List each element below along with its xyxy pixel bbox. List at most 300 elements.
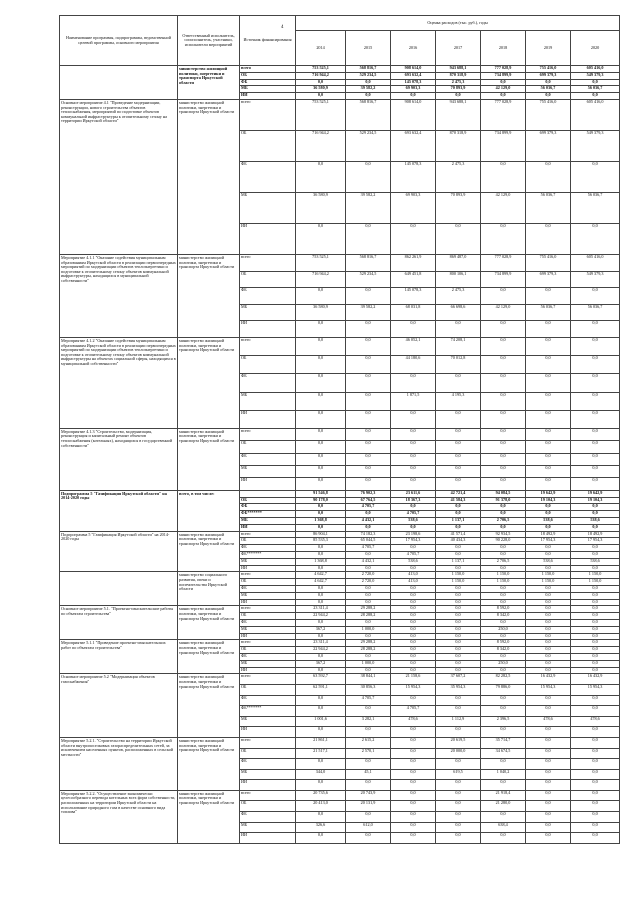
budget-table bbox=[59, 15, 620, 844]
row-funding-source: ФБ bbox=[240, 288, 296, 305]
cell-amount-2015: 2 570,1 bbox=[346, 748, 391, 759]
cell-amount-2017: 0,0 bbox=[436, 599, 481, 606]
cell-amount-2014: 753 525,1 bbox=[296, 254, 346, 271]
cell-amount-2020: 0,0 bbox=[571, 511, 620, 518]
cell-amount-2017: 2 475,3 bbox=[436, 288, 481, 305]
cell-amount-2016: 0,0 bbox=[391, 453, 436, 465]
header-year-2014: 2014 bbox=[296, 31, 346, 66]
cell-amount-2014: 1 001,6 bbox=[296, 716, 346, 727]
cell-amount-2017: 1 150,0 bbox=[436, 579, 481, 586]
cell-amount-2019: 0,0 bbox=[526, 759, 571, 770]
row-funding-source: ОБ bbox=[240, 801, 296, 812]
cell-amount-2020: 0,0 bbox=[571, 321, 620, 338]
row-funding-source: ФБ bbox=[240, 812, 296, 823]
row-funding-source: ОБ bbox=[240, 72, 296, 79]
row-funding-source: всего bbox=[240, 428, 296, 440]
cell-amount-2020: 0,0 bbox=[571, 524, 620, 531]
cell-amount-2016: 693 632,4 bbox=[391, 72, 436, 79]
cell-amount-2015: 0,0 bbox=[346, 633, 391, 640]
cell-amount-2014: 0,0 bbox=[296, 653, 346, 660]
row-funding-source: МБ bbox=[240, 304, 296, 321]
table-row bbox=[60, 737, 620, 748]
table-row bbox=[60, 790, 620, 801]
cell-amount-2014: 367,2 bbox=[296, 660, 346, 667]
cell-amount-2017: 0,0 bbox=[436, 441, 481, 453]
cell-amount-2016: 538,6 bbox=[391, 518, 436, 525]
cell-amount-2016: 0,0 bbox=[391, 640, 436, 647]
cell-amount-2015: 28 288,2 bbox=[346, 647, 391, 654]
cell-amount-2015: 0,0 bbox=[346, 565, 391, 572]
cell-amount-2014: 344,0 bbox=[296, 769, 346, 780]
cell-amount-2017: 619,5 bbox=[436, 769, 481, 780]
cell-amount-2019: 538,6 bbox=[526, 518, 571, 525]
cell-amount-2014: 0,0 bbox=[296, 374, 346, 392]
cell-amount-2018: 734 899,9 bbox=[481, 72, 526, 79]
cell-amount-2020: 0,0 bbox=[571, 453, 620, 465]
cell-amount-2015: 4 432,1 bbox=[346, 518, 391, 525]
cell-amount-2014: 0,0 bbox=[296, 93, 346, 100]
cell-amount-2020: 0,0 bbox=[571, 667, 620, 674]
cell-amount-2019: 0,0 bbox=[526, 374, 571, 392]
cell-amount-2016: 0,0 bbox=[391, 727, 436, 738]
row-funding-source: ФБ bbox=[240, 619, 296, 626]
cell-amount-2018: 0,0 bbox=[481, 653, 526, 660]
cell-amount-2016: 23 611,6 bbox=[391, 490, 436, 497]
cell-amount-2015: 0,0 bbox=[346, 321, 391, 338]
row-program-name: Подпрограмма 5 "Газификация Иркутской области" на 2014-2020 годы bbox=[60, 531, 178, 572]
cell-amount-2019: 17 954,3 bbox=[526, 538, 571, 545]
cell-amount-2018: 0,0 bbox=[481, 321, 526, 338]
cell-amount-2019: 0,0 bbox=[526, 356, 571, 374]
cell-amount-2020: 0,0 bbox=[571, 706, 620, 717]
table-row bbox=[60, 428, 620, 440]
cell-amount-2019: 0,0 bbox=[526, 441, 571, 453]
cell-amount-2017: 0,0 bbox=[436, 478, 481, 490]
row-funding-source: МБ bbox=[240, 626, 296, 633]
row-funding-source: ФБ******* bbox=[240, 552, 296, 559]
cell-amount-2015: 568 816,7 bbox=[346, 66, 391, 73]
cell-amount-2019: 699 379,3 bbox=[526, 72, 571, 79]
cell-amount-2017: 0,0 bbox=[436, 93, 481, 100]
cell-amount-2016: 0,0 bbox=[391, 504, 436, 511]
row-funding-source: МБ bbox=[240, 518, 296, 525]
cell-amount-2020: 0,0 bbox=[571, 599, 620, 606]
row-executor: министерство жилищной политики, энергетики и транспорта Иркутской области bbox=[178, 640, 240, 674]
cell-amount-2016: 4 705,7 bbox=[391, 511, 436, 518]
cell-amount-2016: 0,0 bbox=[391, 586, 436, 593]
cell-amount-2019: 0,0 bbox=[526, 524, 571, 531]
cell-amount-2020: 0,0 bbox=[571, 374, 620, 392]
row-program-name: Мероприятие 5.2.1. "Строительство на территории Иркутской области внутрипоселковых газораспределительных сетей, за исключением населенных пунктов, расположенных в сельской местности" bbox=[60, 737, 178, 790]
cell-amount-2015: 3 282,1 bbox=[346, 716, 391, 727]
cell-amount-2019: 0,0 bbox=[526, 801, 571, 812]
cell-amount-2018: 1 040,2 bbox=[481, 769, 526, 780]
cell-amount-2019: 56 036,7 bbox=[526, 86, 571, 93]
cell-amount-2017: 40 434,3 bbox=[436, 538, 481, 545]
cell-amount-2014: 0,0 bbox=[296, 161, 346, 192]
cell-amount-2019: 0,0 bbox=[526, 822, 571, 833]
cell-amount-2020: 17 954,3 bbox=[571, 538, 620, 545]
cell-amount-2019: 0,0 bbox=[526, 428, 571, 440]
cell-amount-2018: 0,0 bbox=[481, 565, 526, 572]
row-funding-source: МБ bbox=[240, 392, 296, 410]
cell-amount-2018: 0,0 bbox=[481, 478, 526, 490]
cell-amount-2015: 0,0 bbox=[346, 833, 391, 844]
cell-amount-2014: 0,0 bbox=[296, 321, 346, 338]
cell-amount-2018: 0,0 bbox=[481, 706, 526, 717]
cell-amount-2020: 0,0 bbox=[571, 822, 620, 833]
cell-amount-2016: 145 078,3 bbox=[391, 161, 436, 192]
cell-amount-2017: 74 208,1 bbox=[436, 337, 481, 355]
cell-amount-2017: 0,0 bbox=[436, 321, 481, 338]
table-row bbox=[60, 66, 620, 73]
table-row bbox=[60, 606, 620, 613]
cell-amount-2016: 862 261,9 bbox=[391, 254, 436, 271]
row-program-name: Мероприятие 5.1.1 "Проведение проектно-изыскательских работ по объектам строительства" bbox=[60, 640, 178, 674]
cell-amount-2016: 0,0 bbox=[391, 790, 436, 801]
cell-amount-2014: 36 580,9 bbox=[296, 192, 346, 223]
cell-amount-2018: 0,0 bbox=[481, 504, 526, 511]
row-funding-source: всего bbox=[240, 531, 296, 538]
row-funding-source: всего bbox=[240, 674, 296, 685]
cell-amount-2016: 0,0 bbox=[391, 812, 436, 823]
cell-amount-2014: 22 944,2 bbox=[296, 613, 346, 620]
cell-amount-2019: 0,0 bbox=[526, 321, 571, 338]
cell-amount-2016: 145 078,3 bbox=[391, 79, 436, 86]
cell-amount-2017: 0,0 bbox=[436, 613, 481, 620]
cell-amount-2019: 56 036,7 bbox=[526, 192, 571, 223]
cell-amount-2015: 0,0 bbox=[346, 478, 391, 490]
cell-amount-2018: 92 934,5 bbox=[481, 531, 526, 538]
header-name-cell: Наименование программы, подпрограммы, ведомственной целевой программы, основного мероприятия bbox=[60, 16, 178, 66]
cell-amount-2015: 529 234,5 bbox=[346, 72, 391, 79]
header-year-2016: 2016 bbox=[391, 31, 436, 66]
cell-amount-2016: 0,0 bbox=[391, 441, 436, 453]
cell-amount-2019: 0,0 bbox=[526, 790, 571, 801]
cell-amount-2020: 605 416,0 bbox=[571, 254, 620, 271]
cell-amount-2019: 0,0 bbox=[526, 640, 571, 647]
cell-amount-2016: 15 954,3 bbox=[391, 684, 436, 695]
cell-amount-2015: 29 288,2 bbox=[346, 606, 391, 613]
row-funding-source: всего bbox=[240, 737, 296, 748]
cell-amount-2019: 0,0 bbox=[526, 161, 571, 192]
row-funding-source: ФБ bbox=[240, 374, 296, 392]
row-funding-source: всего bbox=[240, 606, 296, 613]
cell-amount-2018: 21 280,0 bbox=[481, 801, 526, 812]
cell-amount-2017: 0,0 bbox=[436, 453, 481, 465]
cell-amount-2018: 34 674,5 bbox=[481, 748, 526, 759]
cell-amount-2019: 1 150,0 bbox=[526, 572, 571, 579]
row-executor: министерство жилищной политики, энергетики и транспорта Иркутской области bbox=[178, 674, 240, 738]
cell-amount-2014: 0,0 bbox=[296, 478, 346, 490]
cell-amount-2018: 8 592,0 bbox=[481, 606, 526, 613]
cell-amount-2015: 20 131,9 bbox=[346, 801, 391, 812]
cell-amount-2019: 0,0 bbox=[526, 626, 571, 633]
cell-amount-2017: 2 475,3 bbox=[436, 161, 481, 192]
cell-amount-2015: 0,0 bbox=[346, 223, 391, 254]
cell-amount-2016: 0,0 bbox=[391, 524, 436, 531]
cell-amount-2016: 21 158,6 bbox=[391, 674, 436, 685]
cell-amount-2017: 37 607,2 bbox=[436, 674, 481, 685]
cell-amount-2019: 0,0 bbox=[526, 223, 571, 254]
row-executor: министерство жилищной политики, энергетики и транспорта Иркутской области bbox=[178, 531, 240, 572]
cell-amount-2016: 0,0 bbox=[391, 428, 436, 440]
row-funding-source: ФБ bbox=[240, 586, 296, 593]
cell-amount-2019: 0,0 bbox=[526, 737, 571, 748]
cell-amount-2015: 39 582,2 bbox=[346, 192, 391, 223]
cell-amount-2020: 549 379,3 bbox=[571, 271, 620, 288]
cell-amount-2014: 21 861,1 bbox=[296, 737, 346, 748]
cell-amount-2020: 0,0 bbox=[571, 356, 620, 374]
cell-amount-2016: 0,0 bbox=[391, 565, 436, 572]
cell-amount-2020: 0,0 bbox=[571, 613, 620, 620]
cell-amount-2020: 0,0 bbox=[571, 727, 620, 738]
cell-amount-2018: 0,0 bbox=[481, 410, 526, 428]
cell-amount-2016: 0,0 bbox=[391, 613, 436, 620]
cell-amount-2020: 0,0 bbox=[571, 565, 620, 572]
row-funding-source: всего bbox=[240, 337, 296, 355]
cell-amount-2020: 0,0 bbox=[571, 410, 620, 428]
cell-amount-2015: 4 432,1 bbox=[346, 558, 391, 565]
row-funding-source: всего bbox=[240, 66, 296, 73]
row-funding-source: МБ bbox=[240, 769, 296, 780]
cell-amount-2018: 0,0 bbox=[481, 552, 526, 559]
cell-amount-2018: 0,0 bbox=[481, 466, 526, 478]
cell-amount-2020: 1 150,0 bbox=[571, 579, 620, 586]
cell-amount-2017: 943 688,1 bbox=[436, 66, 481, 73]
cell-amount-2014: 90 178,0 bbox=[296, 497, 346, 504]
cell-amount-2016: 0,0 bbox=[391, 780, 436, 791]
row-funding-source: ОБ bbox=[240, 271, 296, 288]
cell-amount-2020: 0,0 bbox=[571, 737, 620, 748]
cell-amount-2019: 0,0 bbox=[526, 833, 571, 844]
header-year-2018: 2018 bbox=[481, 31, 526, 66]
cell-amount-2020: 0,0 bbox=[571, 769, 620, 780]
cell-amount-2020: 15 954,3 bbox=[571, 684, 620, 695]
cell-amount-2014: 0,0 bbox=[296, 356, 346, 374]
cell-amount-2019: 15 954,3 bbox=[526, 684, 571, 695]
header-source-cell: Источник финансирования bbox=[240, 16, 296, 66]
row-funding-source: ИИ bbox=[240, 633, 296, 640]
cell-amount-2016: 0,0 bbox=[391, 599, 436, 606]
cell-amount-2014: 0,0 bbox=[296, 780, 346, 791]
cell-amount-2016: 23 198,6 bbox=[391, 531, 436, 538]
cell-amount-2014: 0,0 bbox=[296, 428, 346, 440]
row-funding-source: ОБ bbox=[240, 538, 296, 545]
cell-amount-2017: 70 012,8 bbox=[436, 356, 481, 374]
cell-amount-2015: 30 856,3 bbox=[346, 684, 391, 695]
cell-amount-2018: 21 918,4 bbox=[481, 790, 526, 801]
cell-amount-2014: 0,0 bbox=[296, 337, 346, 355]
cell-amount-2018: 0,0 bbox=[481, 356, 526, 374]
cell-amount-2019: 0,0 bbox=[526, 599, 571, 606]
cell-amount-2020: 0,0 bbox=[571, 695, 620, 706]
cell-amount-2017: 0,0 bbox=[436, 410, 481, 428]
cell-amount-2015: 0,0 bbox=[346, 374, 391, 392]
cell-amount-2015: 0,0 bbox=[346, 392, 391, 410]
cell-amount-2014: 0,0 bbox=[296, 466, 346, 478]
cell-amount-2018: 0,0 bbox=[481, 619, 526, 626]
cell-amount-2017: 0,0 bbox=[436, 833, 481, 844]
cell-amount-2017: 0,0 bbox=[436, 640, 481, 647]
cell-amount-2019: 0,0 bbox=[526, 647, 571, 654]
cell-amount-2016: 0,0 bbox=[391, 748, 436, 759]
cell-amount-2018: 94 084,5 bbox=[481, 490, 526, 497]
cell-amount-2016: 0,0 bbox=[391, 667, 436, 674]
cell-amount-2020: 0,0 bbox=[571, 759, 620, 770]
cell-amount-2017: 0,0 bbox=[436, 653, 481, 660]
cell-amount-2014: 0,0 bbox=[296, 545, 346, 552]
cell-amount-2016: 0,0 bbox=[391, 647, 436, 654]
cell-amount-2014: 0,0 bbox=[296, 392, 346, 410]
cell-amount-2018: 42 129,0 bbox=[481, 304, 526, 321]
cell-amount-2018: 777 028,9 bbox=[481, 66, 526, 73]
cell-amount-2018: 2 706,5 bbox=[481, 558, 526, 565]
cell-amount-2015: 0,0 bbox=[346, 592, 391, 599]
cell-amount-2015: 0,0 bbox=[346, 780, 391, 791]
cell-amount-2014: 36 580,9 bbox=[296, 304, 346, 321]
cell-amount-2014: 20 735,6 bbox=[296, 790, 346, 801]
row-funding-source: МБ bbox=[240, 660, 296, 667]
cell-amount-2019: 0,0 bbox=[526, 392, 571, 410]
cell-amount-2017: 0,0 bbox=[436, 706, 481, 717]
cell-amount-2014: 4 642,7 bbox=[296, 572, 346, 579]
cell-amount-2014: 0,0 bbox=[296, 565, 346, 572]
row-executor: министерство жилищной политики, энергетики и транспорта Иркутской области bbox=[178, 428, 240, 490]
cell-amount-2015: 0,0 bbox=[346, 410, 391, 428]
cell-amount-2016: 0,0 bbox=[391, 822, 436, 833]
cell-amount-2016: 0,0 bbox=[391, 606, 436, 613]
cell-amount-2017: 2 475,3 bbox=[436, 79, 481, 86]
cell-amount-2018: 2 706,5 bbox=[481, 518, 526, 525]
row-program-name: Мероприятие 5.2.2. "Осуществление экономически целесообразного перевода котельных всех форм собственности, расположенных на территории Иркутской области на использование природного газа в качестве основного вида топлива" bbox=[60, 790, 178, 843]
cell-amount-2019: 538,6 bbox=[526, 558, 571, 565]
row-funding-source bbox=[240, 490, 296, 497]
cell-amount-2020: 0,0 bbox=[571, 441, 620, 453]
cell-amount-2018: 250,0 bbox=[481, 626, 526, 633]
cell-amount-2019: 0,0 bbox=[526, 592, 571, 599]
cell-amount-2019: 16 432,9 bbox=[526, 674, 571, 685]
cell-amount-2017: 66 698,6 bbox=[436, 304, 481, 321]
row-funding-source: ФБ bbox=[240, 79, 296, 86]
cell-amount-2016: 0,0 bbox=[391, 592, 436, 599]
row-funding-source: всего bbox=[240, 790, 296, 801]
cell-amount-2016: 69 903,3 bbox=[391, 192, 436, 223]
cell-amount-2017: 0,0 bbox=[436, 790, 481, 801]
cell-amount-2020: 0,0 bbox=[571, 392, 620, 410]
cell-amount-2020: 0,0 bbox=[571, 606, 620, 613]
cell-amount-2017: 0,0 bbox=[436, 592, 481, 599]
cell-amount-2019: 755 416,0 bbox=[526, 99, 571, 130]
cell-amount-2014: 0,0 bbox=[296, 79, 346, 86]
header-year-2020: 2020 bbox=[571, 31, 620, 66]
cell-amount-2014: 85 535,3 bbox=[296, 538, 346, 545]
cell-amount-2020: 19 104,3 bbox=[571, 497, 620, 504]
cell-amount-2017: 0,0 bbox=[436, 660, 481, 667]
cell-amount-2018: 638,4 bbox=[481, 822, 526, 833]
cell-amount-2014: 63 592,7 bbox=[296, 674, 346, 685]
cell-amount-2020: 0,0 bbox=[571, 653, 620, 660]
cell-amount-2015: 4 705,7 bbox=[346, 504, 391, 511]
cell-amount-2016: 69 903,3 bbox=[391, 86, 436, 93]
cell-amount-2019: 0,0 bbox=[526, 727, 571, 738]
cell-amount-2014: 367,2 bbox=[296, 626, 346, 633]
cell-amount-2016: 0,0 bbox=[391, 626, 436, 633]
cell-amount-2017: 0,0 bbox=[436, 801, 481, 812]
row-funding-source: МБ bbox=[240, 716, 296, 727]
cell-amount-2016: 1 871,5 bbox=[391, 392, 436, 410]
row-funding-source: ФБ bbox=[240, 545, 296, 552]
cell-amount-2018: 0,0 bbox=[481, 288, 526, 305]
row-funding-source: всего bbox=[240, 99, 296, 130]
cell-amount-2019: 0,0 bbox=[526, 613, 571, 620]
cell-amount-2017: 0,0 bbox=[436, 504, 481, 511]
cell-amount-2018: 0,0 bbox=[481, 524, 526, 531]
cell-amount-2014: 0,0 bbox=[296, 599, 346, 606]
cell-amount-2016: 693 632,4 bbox=[391, 130, 436, 161]
cell-amount-2014: 0,0 bbox=[296, 552, 346, 559]
row-funding-source: ОБ bbox=[240, 356, 296, 374]
cell-amount-2017: 0,0 bbox=[436, 727, 481, 738]
cell-amount-2017: 0,0 bbox=[436, 223, 481, 254]
row-executor: министерство жилищной политики, энергетики и транспорта Иркутской области bbox=[178, 337, 240, 428]
cell-amount-2018: 0,0 bbox=[481, 780, 526, 791]
row-funding-source: ИИ bbox=[240, 667, 296, 674]
cell-amount-2016: 908 614,0 bbox=[391, 99, 436, 130]
cell-amount-2015: 67 764,5 bbox=[346, 497, 391, 504]
cell-amount-2016: 0,0 bbox=[391, 633, 436, 640]
cell-amount-2017: 20 000,0 bbox=[436, 748, 481, 759]
cell-amount-2014: 1 368,8 bbox=[296, 558, 346, 565]
cell-amount-2018: 35 714,7 bbox=[481, 737, 526, 748]
cell-amount-2020: 0,0 bbox=[571, 586, 620, 593]
cell-amount-2014: 1 368,8 bbox=[296, 518, 346, 525]
row-funding-source: ИИ bbox=[240, 727, 296, 738]
cell-amount-2017: 869 487,0 bbox=[436, 254, 481, 271]
cell-amount-2019: 0,0 bbox=[526, 633, 571, 640]
cell-amount-2018: 91 378,0 bbox=[481, 497, 526, 504]
cell-amount-2017: 0,0 bbox=[436, 428, 481, 440]
cell-amount-2020: 0,0 bbox=[571, 79, 620, 86]
cell-amount-2020: 0,0 bbox=[571, 592, 620, 599]
cell-amount-2017: 1 137,1 bbox=[436, 518, 481, 525]
cell-amount-2020: 0,0 bbox=[571, 780, 620, 791]
cell-amount-2019: 0,0 bbox=[526, 660, 571, 667]
cell-amount-2018: 1 150,0 bbox=[481, 572, 526, 579]
table-row bbox=[60, 99, 620, 130]
cell-amount-2017: 0,0 bbox=[436, 466, 481, 478]
cell-amount-2014: 0,0 bbox=[296, 633, 346, 640]
cell-amount-2014: 0,0 bbox=[296, 667, 346, 674]
cell-amount-2017: 42 721,4 bbox=[436, 490, 481, 497]
cell-amount-2019: 0,0 bbox=[526, 769, 571, 780]
cell-amount-2015: 39 582,2 bbox=[346, 86, 391, 93]
row-funding-source: ИИ bbox=[240, 599, 296, 606]
row-program-name: Мероприятие 4.1.1 "Оказание содействия муниципальным образованиям Иркутской области в реализации первоочередных мероприятий по модернизации объектов теплоэнергетики и подготовке к отопительному сезону объектов коммунальной инфраструктуры, находящихся в муниципальной собственности" bbox=[60, 254, 178, 337]
cell-amount-2020: 549 379,3 bbox=[571, 130, 620, 161]
cell-amount-2016: 46 052,1 bbox=[391, 337, 436, 355]
cell-amount-2019: 0,0 bbox=[526, 812, 571, 823]
cell-amount-2020: 605 416,0 bbox=[571, 99, 620, 130]
table-row bbox=[60, 254, 620, 271]
cell-amount-2014: 0,0 bbox=[296, 759, 346, 770]
cell-amount-2018: 777 028,9 bbox=[481, 99, 526, 130]
row-funding-source: МБ bbox=[240, 466, 296, 478]
cell-amount-2016: 908 614,0 bbox=[391, 66, 436, 73]
cell-amount-2016: 0,0 bbox=[391, 759, 436, 770]
cell-amount-2019: 0,0 bbox=[526, 453, 571, 465]
cell-amount-2017: 0,0 bbox=[436, 759, 481, 770]
